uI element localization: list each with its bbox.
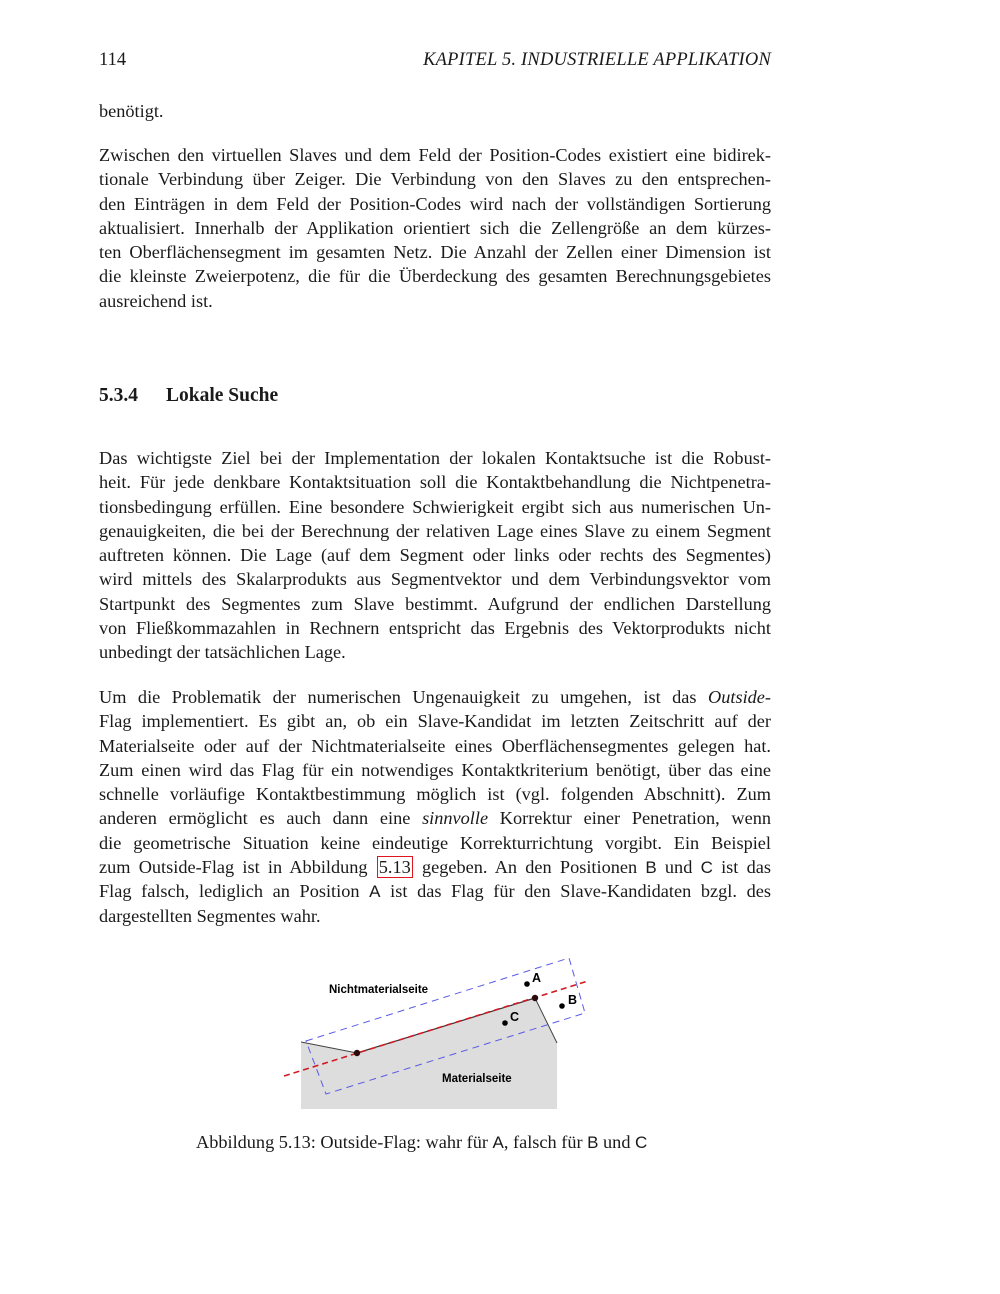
paragraph-continuation: benötigt. [99,101,164,121]
section-heading [99,385,278,407]
page-header [99,50,771,76]
paragraph-robustness: Das wichtigste Ziel bei der Implementation der lokalen Kontaktsuche ist die Robust- heit. Für jede denkbare Kontaktsituation soll die Kontaktbehandlung die Nichtpenetra- tionsbedingung erfüllen. Eine besondere Schwierigkeit ergibt sich aus numerischen Un- genauigkeiten, die bei der Berechnung der relativen Lage eines Slave zu einem Segment auftreten können. Die Lage (auf dem Segment oder links oder rechts des Segmentes) wird mittels des Skalarprodukts aus Segmentvektor und dem Verbindungsvektor vom Startpunkt des Segmentes zum Slave bestimmt. Aufgrund der endlichen Darstellung von Fließkommazahlen in Rechnern entspricht das Ergebnis des Vektorprodukts nicht unbedingt der tatsächlichen Lage. [99,448,771,663]
label-point-b: B [568,993,578,1007]
label-point-a: A [532,971,542,985]
slave-point-a [524,981,530,987]
label-nonmaterial-side: Nichtmaterialseite [329,984,429,996]
outside-flag-figure [270,945,610,1120]
paragraph-position-codes: Zwischen den virtuellen Slaves und dem Feld der Position-Codes existiert eine bidirek- tionale Verbindung über Zeiger. Die Verbindung von den Slaves zu den entsprechen- den Einträgen in dem Feld der Position-Codes wird nach der vollständigen Sortierung aktualisiert. Innerhalb der Applikation orientiert sich die Zellengröße an dem kürzes- ten Oberflächensegment im gesamten Netz. Die Anzahl der Zellen einer Dimension ist die kleinste Zweierpotenz, die für die Überdeckung des gesamten Berechnungsgebietes ausreichend ist. [99,145,771,311]
segment-node-left [354,1050,360,1056]
running-title: KAPITEL 5. INDUSTRIELLE APPLIKATION [423,50,771,70]
figure-reference-link[interactable]: 5.13 [378,857,411,878]
slave-point-c [502,1020,508,1026]
page-number: 114 [99,50,127,70]
slave-point-b [559,1003,565,1009]
paragraph-outside-flag: Um die Problematik der numerischen Ungenauigkeit zu umgehen, ist das Outside- Flag implementiert. Es gibt an, ob ein Slave-Kandidat im letzten Zeitschritt auf der Materialseite oder auf der Nichtmaterialseite eines Oberflächensegmentes gelegen hat. Zum einen wird das Flag für ein notwendiges Kontaktkriterium benötigt, über das eine schnelle vorläufige Kontaktbestimmung möglich ist (vgl. folgenden Abschnitt). Zum anderen ermöglicht es auch dann eine sinnvolle Korrektur einer Penetration, wenn die geometrische Situation keine eindeutige Korrekturrichtung vorgibt. Ein Beispiel zum Outside-Flag ist in Abbildung 5.13 gegeben. An den Positionen B und C ist das Flag falsch, lediglich an Position A ist das Flag für den Slave-Kandidaten bzgl. des dargestellten Segmentes wahr. [99,687,771,926]
section-number: 5.3.4 [99,385,138,406]
figure-caption: Abbildung 5.13: Outside-Flag: wahr für A, falsch für B und C [196,1132,648,1152]
label-material-side: Materialseite [442,1073,512,1085]
label-point-c: C [510,1010,520,1024]
segment-node-right [532,995,538,1001]
section-title: Lokale Suche [166,385,279,406]
